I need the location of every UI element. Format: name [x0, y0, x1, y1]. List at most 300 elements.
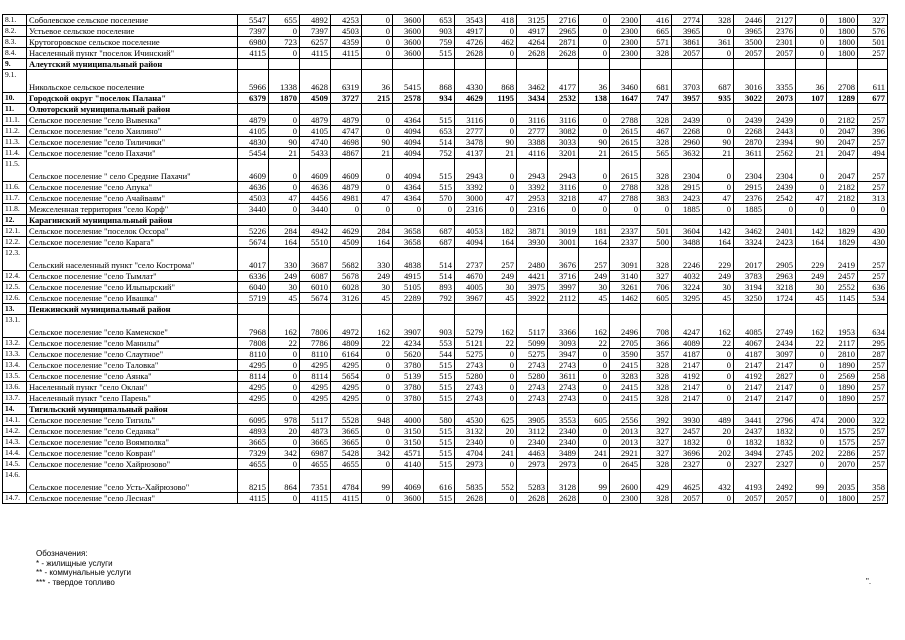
value-cell	[300, 104, 331, 115]
value-cell: 2615	[610, 159, 641, 182]
value-cell: 4509	[331, 237, 362, 248]
value-cell	[703, 304, 734, 315]
value-cell: 0	[703, 493, 734, 504]
value-cell: 501	[858, 37, 888, 48]
settlement-name: Сельское поселение "село Вывенка"	[27, 115, 238, 126]
value-cell: 3434	[517, 93, 548, 104]
value-cell: 2973	[455, 459, 486, 470]
value-cell: 2147	[672, 360, 703, 371]
value-cell: 162	[269, 315, 300, 338]
value-cell: 3905	[517, 415, 548, 426]
settlement-name: Сельское поселение "село Хаилино"	[27, 126, 238, 137]
value-cell: 257	[858, 448, 888, 459]
value-cell: 45	[703, 293, 734, 304]
value-cell: 3665	[331, 426, 362, 437]
value-cell	[765, 59, 796, 70]
value-cell: 181	[579, 226, 610, 237]
value-cell: 2337	[610, 237, 641, 248]
table-row	[3, 248, 888, 271]
value-cell: 2615	[610, 137, 641, 148]
value-cell: 2073	[765, 93, 796, 104]
value-cell: 4609	[238, 159, 269, 182]
value-cell	[300, 304, 331, 315]
value-cell: 4094	[455, 237, 486, 248]
value-cell: 8110	[238, 349, 269, 360]
value-cell: 6257	[300, 37, 331, 48]
value-cell	[300, 59, 331, 70]
value-cell: 4879	[331, 182, 362, 193]
value-cell: 1832	[672, 437, 703, 448]
settlement-name: Олюторский муниципальный район	[27, 104, 238, 115]
value-cell: 0	[703, 349, 734, 360]
value-cell: 2401	[765, 226, 796, 237]
value-cell	[765, 304, 796, 315]
value-cell: 2434	[765, 338, 796, 349]
value-cell: 4295	[331, 393, 362, 404]
value-cell: 142	[796, 226, 827, 237]
value-cell: 2870	[734, 137, 765, 148]
settlement-name: Сельское поселение " село Средние Пахачи"	[27, 159, 238, 182]
value-cell: 22	[796, 338, 827, 349]
value-cell: 4809	[331, 338, 362, 349]
value-cell	[610, 304, 641, 315]
value-cell: 1338	[269, 70, 300, 93]
value-cell: 162	[579, 315, 610, 338]
value-cell: 4115	[331, 48, 362, 59]
value-cell: 3462	[517, 70, 548, 93]
value-cell: 20	[703, 426, 734, 437]
value-cell: 0	[796, 37, 827, 48]
value-cell: 2628	[455, 48, 486, 59]
value-cell: 3600	[393, 48, 424, 59]
value-cell: 8114	[238, 371, 269, 382]
value-cell: 257	[858, 248, 888, 271]
value-cell: 3489	[548, 448, 579, 459]
value-cell: 3355	[765, 70, 796, 93]
value-cell: 935	[703, 93, 734, 104]
value-cell: 2788	[610, 193, 641, 204]
value-cell: 257	[579, 248, 610, 271]
value-cell: 3930	[672, 415, 703, 426]
value-cell: 0	[362, 371, 393, 382]
value-cell: 7351	[300, 470, 331, 493]
value-cell: 0	[579, 182, 610, 193]
value-cell: 328	[641, 115, 672, 126]
value-cell: 2057	[765, 493, 796, 504]
value-cell	[610, 59, 641, 70]
value-cell: 328	[641, 382, 672, 393]
value-cell: 0	[796, 393, 827, 404]
value-cell: 3441	[734, 415, 765, 426]
value-cell	[424, 304, 455, 315]
row-number: 12.6.	[3, 293, 27, 304]
value-cell: 3116	[548, 182, 579, 193]
value-cell: 0	[269, 349, 300, 360]
value-cell: 3930	[517, 237, 548, 248]
value-cell: 0	[486, 126, 517, 137]
value-cell	[486, 104, 517, 115]
tariff-table-sheet	[2, 14, 888, 504]
value-cell: 2415	[610, 393, 641, 404]
value-cell: 4295	[300, 393, 331, 404]
value-cell: 4670	[455, 271, 486, 282]
row-number: 13.3.	[3, 349, 27, 360]
value-cell: 21	[796, 148, 827, 159]
value-cell	[641, 59, 672, 70]
value-cell: 515	[424, 48, 455, 59]
value-cell: 2423	[765, 237, 796, 248]
value-cell: 4655	[238, 459, 269, 470]
value-cell: 2127	[765, 15, 796, 26]
value-cell: 903	[424, 315, 455, 338]
value-cell: 948	[362, 415, 393, 426]
value-cell: 2556	[610, 415, 641, 426]
value-cell: 4636	[238, 182, 269, 193]
value-cell: 494	[858, 148, 888, 159]
value-cell: 257	[858, 271, 888, 282]
value-cell: 903	[424, 26, 455, 37]
value-cell: 3082	[548, 126, 579, 137]
value-cell	[858, 404, 888, 415]
value-cell	[393, 215, 424, 226]
row-number: 13.5.	[3, 371, 27, 382]
value-cell: 3295	[672, 293, 703, 304]
value-cell: 5620	[393, 349, 424, 360]
value-cell: 0	[362, 115, 393, 126]
value-cell: 3150	[393, 437, 424, 448]
value-cell: 1829	[827, 226, 858, 237]
value-cell: 241	[486, 448, 517, 459]
value-cell: 2628	[517, 48, 548, 59]
value-cell: 1870	[269, 93, 300, 104]
value-cell: 653	[424, 15, 455, 26]
value-cell	[672, 404, 703, 415]
value-cell: 0	[703, 182, 734, 193]
value-cell: 514	[424, 271, 455, 282]
value-cell: 0	[703, 115, 734, 126]
value-cell: 0	[486, 393, 517, 404]
value-cell: 4873	[300, 426, 331, 437]
value-cell: 2047	[827, 148, 858, 159]
row-number: 12.2.	[3, 237, 27, 248]
value-cell: 4094	[393, 159, 424, 182]
value-cell: 2628	[455, 493, 486, 504]
value-cell: 2628	[548, 493, 579, 504]
value-cell: 3783	[734, 271, 765, 282]
value-cell: 3218	[548, 193, 579, 204]
value-cell: 4295	[238, 393, 269, 404]
value-cell	[734, 304, 765, 315]
value-cell: 2327	[734, 459, 765, 470]
value-cell: 3440	[238, 204, 269, 215]
table-row	[3, 137, 888, 148]
value-cell: 5454	[238, 148, 269, 159]
value-cell: 3907	[393, 315, 424, 338]
value-cell: 7329	[238, 448, 269, 459]
value-cell: 3997	[548, 282, 579, 293]
value-cell: 2057	[672, 493, 703, 504]
value-cell: 21	[362, 148, 393, 159]
value-cell: 3780	[393, 382, 424, 393]
settlement-name: Сельское поселение "село Карага"	[27, 237, 238, 248]
row-number: 12.4.	[3, 271, 27, 282]
value-cell: 249	[269, 271, 300, 282]
value-cell: 3494	[734, 448, 765, 459]
value-cell: 2921	[610, 448, 641, 459]
value-cell: 515	[424, 437, 455, 448]
value-cell: 2705	[610, 338, 641, 349]
table-row	[3, 115, 888, 126]
value-cell: 0	[362, 426, 393, 437]
value-cell: 580	[424, 415, 455, 426]
value-cell: 2777	[455, 126, 486, 137]
value-cell: 553	[424, 338, 455, 349]
value-cell: 2035	[827, 470, 858, 493]
value-cell: 0	[486, 159, 517, 182]
table-row	[3, 338, 888, 349]
value-cell: 4115	[300, 493, 331, 504]
value-cell: 4115	[238, 493, 269, 504]
value-cell: 328	[641, 159, 672, 182]
value-cell: 4192	[734, 371, 765, 382]
value-cell: 4740	[300, 137, 331, 148]
value-cell: 2437	[734, 426, 765, 437]
value-cell: 416	[641, 15, 672, 26]
value-cell: 1890	[827, 393, 858, 404]
value-cell: 514	[424, 137, 455, 148]
value-cell	[331, 304, 362, 315]
value-cell: 0	[486, 382, 517, 393]
value-cell: 4981	[331, 193, 362, 204]
value-cell	[796, 404, 827, 415]
value-cell: 2246	[672, 248, 703, 271]
row-number: 8.2.	[3, 26, 27, 37]
settlement-name: Сельское поселение "село Апука"	[27, 182, 238, 193]
value-cell: 1800	[827, 15, 858, 26]
value-cell: 0	[858, 204, 888, 215]
value-cell	[641, 304, 672, 315]
value-cell: 0	[641, 204, 672, 215]
value-cell: 5674	[238, 237, 269, 248]
value-cell: 0	[579, 382, 610, 393]
value-cell	[486, 404, 517, 415]
value-cell: 1829	[827, 237, 858, 248]
value-cell: 4264	[517, 37, 548, 48]
value-cell: 2960	[672, 137, 703, 148]
value-cell: 2827	[765, 371, 796, 382]
value-cell: 2562	[765, 148, 796, 159]
value-cell: 2628	[548, 48, 579, 59]
value-cell: 2047	[827, 137, 858, 148]
value-cell: 162	[362, 315, 393, 338]
value-cell: 0	[796, 115, 827, 126]
value-cell: 7806	[300, 315, 331, 338]
value-cell: 2300	[610, 15, 641, 26]
value-cell	[517, 404, 548, 415]
value-cell: 5117	[517, 315, 548, 338]
value-cell: 3116	[517, 115, 548, 126]
value-cell: 3543	[455, 15, 486, 26]
value-cell	[579, 59, 610, 70]
value-cell: 4330	[455, 70, 486, 93]
value-cell: 2439	[672, 115, 703, 126]
value-cell: 4629	[331, 226, 362, 237]
value-cell: 4017	[238, 248, 269, 271]
value-cell: 864	[269, 470, 300, 493]
value-cell: 2057	[734, 493, 765, 504]
value-cell: 2532	[548, 93, 579, 104]
value-cell: 0	[269, 126, 300, 137]
value-cell: 0	[269, 371, 300, 382]
value-cell	[548, 104, 579, 115]
row-number: 10.	[3, 93, 27, 104]
value-cell	[548, 59, 579, 70]
value-cell: 418	[486, 15, 517, 26]
value-cell: 90	[796, 137, 827, 148]
value-cell: 0	[362, 393, 393, 404]
value-cell: 2439	[734, 115, 765, 126]
value-cell: 2057	[672, 48, 703, 59]
value-cell: 0	[362, 48, 393, 59]
value-cell: 3780	[393, 360, 424, 371]
settlement-name: Алеутский муниципальный район	[27, 59, 238, 70]
settlement-name: Тигильский муниципальный район	[27, 404, 238, 415]
value-cell: 0	[269, 393, 300, 404]
value-cell: 2743	[455, 360, 486, 371]
row-number: 11.4.	[3, 148, 27, 159]
table-row	[3, 26, 888, 37]
legend-title: Обозначения:	[36, 549, 88, 558]
value-cell: 3091	[610, 248, 641, 271]
row-number: 12.3.	[3, 248, 27, 271]
value-cell: 0	[796, 126, 827, 137]
value-cell: 2301	[765, 37, 796, 48]
value-cell: 2569	[827, 371, 858, 382]
value-cell: 47	[362, 193, 393, 204]
value-cell: 4085	[734, 315, 765, 338]
value-cell: 467	[641, 126, 672, 137]
value-cell: 383	[641, 193, 672, 204]
value-cell: 4295	[300, 360, 331, 371]
value-cell: 2552	[827, 282, 858, 293]
value-cell: 1575	[827, 437, 858, 448]
value-cell	[455, 404, 486, 415]
value-cell: 4893	[238, 426, 269, 437]
value-cell: 328	[641, 393, 672, 404]
value-cell: 2147	[672, 382, 703, 393]
row-number: 12.	[3, 215, 27, 226]
value-cell: 2147	[765, 382, 796, 393]
value-cell: 2300	[610, 37, 641, 48]
value-cell: 0	[703, 393, 734, 404]
value-cell: 0	[579, 426, 610, 437]
value-cell: 2628	[517, 493, 548, 504]
value-cell: 0	[269, 115, 300, 126]
value-cell: 4636	[300, 182, 331, 193]
value-cell: 0	[362, 349, 393, 360]
value-cell: 0	[703, 459, 734, 470]
table-row	[3, 70, 888, 93]
value-cell: 1800	[827, 37, 858, 48]
value-cell: 20	[486, 426, 517, 437]
value-cell: 215	[362, 93, 393, 104]
value-cell: 1800	[827, 26, 858, 37]
value-cell: 0	[362, 382, 393, 393]
value-cell: 687	[424, 237, 455, 248]
value-cell: 2300	[610, 493, 641, 504]
value-cell: 4192	[672, 371, 703, 382]
value-cell: 515	[424, 426, 455, 437]
value-cell: 1885	[672, 204, 703, 215]
value-cell: 515	[424, 382, 455, 393]
value-cell: 4530	[455, 415, 486, 426]
value-cell: 90	[579, 137, 610, 148]
value-cell: 4942	[300, 226, 331, 237]
value-cell: 2013	[610, 426, 641, 437]
value-cell: 22	[362, 338, 393, 349]
value-cell: 4140	[393, 459, 424, 470]
value-cell: 2457	[827, 271, 858, 282]
value-cell: 515	[424, 159, 455, 182]
row-number: 14.5.	[3, 459, 27, 470]
row-number: 13.1.	[3, 315, 27, 338]
value-cell: 30	[579, 282, 610, 293]
value-cell: 4503	[331, 26, 362, 37]
value-cell: 3150	[393, 426, 424, 437]
value-cell: 625	[486, 415, 517, 426]
settlement-name: Сельский населенный пункт "село Кострома"	[27, 248, 238, 271]
value-cell: 4094	[393, 148, 424, 159]
value-cell	[734, 104, 765, 115]
value-cell: 47	[579, 193, 610, 204]
value-cell	[796, 304, 827, 315]
value-cell: 4067	[734, 338, 765, 349]
table-row	[3, 204, 888, 215]
value-cell: 611	[858, 70, 888, 93]
table-row	[3, 148, 888, 159]
value-cell: 706	[641, 282, 672, 293]
value-cell: 893	[424, 282, 455, 293]
table-row	[3, 415, 888, 426]
value-cell	[486, 304, 517, 315]
value-cell: 3590	[610, 349, 641, 360]
value-cell: 0	[486, 48, 517, 59]
value-cell: 327	[858, 15, 888, 26]
value-cell: 747	[641, 93, 672, 104]
row-number: 8.4.	[3, 48, 27, 59]
value-cell: 1885	[734, 204, 765, 215]
value-cell: 868	[424, 70, 455, 93]
row-number: 13.7.	[3, 393, 27, 404]
settlement-name: Населенный пункт "поселок Ичинский"	[27, 48, 238, 59]
value-cell: 515	[424, 448, 455, 459]
settlement-name: Городской округ "поселок Палана"	[27, 93, 238, 104]
value-cell: 4032	[672, 271, 703, 282]
row-number: 13.	[3, 304, 27, 315]
value-cell: 429	[641, 470, 672, 493]
value-cell: 0	[579, 437, 610, 448]
row-number: 13.6.	[3, 382, 27, 393]
table-row	[3, 226, 888, 237]
value-cell: 2394	[765, 137, 796, 148]
value-cell: 2743	[517, 360, 548, 371]
value-cell: 2376	[765, 26, 796, 37]
row-number: 12.1.	[3, 226, 27, 237]
value-cell	[331, 59, 362, 70]
value-cell: 3033	[548, 137, 579, 148]
value-cell: 605	[579, 415, 610, 426]
value-cell	[796, 215, 827, 226]
